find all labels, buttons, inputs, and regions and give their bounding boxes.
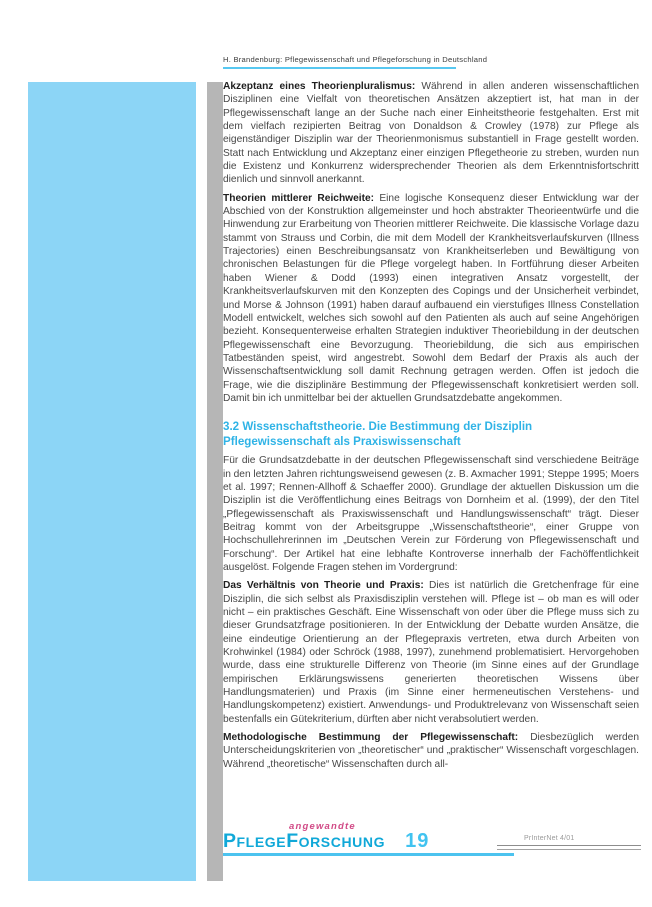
issue-double-rule — [497, 845, 641, 850]
logo-letter: F — [286, 830, 299, 852]
paragraph-theorien — [223, 192, 639, 406]
paragraph-verhaeltnis — [223, 579, 639, 726]
section-heading-3-2: 3.2 Wissenschaftstheorie. Die Bestimmung der Disziplin Pflegewissenschaft als Praxiswissenschaft — [223, 420, 533, 448]
issue-label: PrInterNet 4/01 — [524, 835, 575, 842]
paragraph-lead: Methodologische Bestimmung der Pflegewissenschaft: — [223, 732, 519, 744]
logo-text: ORSCHUNG — [298, 834, 386, 850]
article-body — [223, 80, 639, 771]
logo-text: FLEGE — [236, 834, 287, 850]
paragraph-methodologie — [223, 731, 639, 771]
paragraph-text: Während in allen anderen wissenschaftlichen Disziplinen eine Vielfalt von theoretischen Ansätzen akzeptiert ist, hat man in der Pflegewissenschaft lange an der Suche nach einer Einheitstheorie festgehalten. Erst mit dem vielfach rezipierten Beitrag von Donaldson & Crowley (1978) zur Pflege als eigenständiger Disziplin war der Theorienmonismus substantiell in Frage gestellt worden. Statt nach Entwicklung und Akzeptanz einer einzigen Pflegetheorie zu streben, wurden nun die Existenz und Konkurrenz widersprechender Theorien als dem Erkenntnisfortschritt dienlich und sinnvoll anerkannt. — [223, 81, 639, 186]
page-edge-shadow — [207, 82, 223, 881]
running-header: H. Brandenburg: Pflegewissenschaft und Pflegeforschung in Deutschland — [223, 55, 488, 64]
paragraph-lead: Akzeptanz eines Theorienpluralismus: — [223, 81, 416, 92]
brand-tagline: angewandte — [289, 821, 356, 832]
paragraph-text: Eine logische Konsequenz dieser Entwicklung war der Abschied von der Konstruktion allgemeinster und hoch abstrakter Theorieentwürfe und die Hinwendung zur Erarbeitung von Theorien mittlerer Reichweite. Die klassische Vorlage dazu stammt von Strauss und Corbin, die mit dem Modell der Krankheitsverlaufskurven (Illness Trajectories) einen Beschreibungsansatz von Krankheitserleben und Bewältigung von chronischen Belastungen für die Pflege vorgelegt haben. In Fortführung dieser Arbeiten haben Wiener & Dodd (1993) einen integrativen Ansatz vorgestellt, der Krankheitsverlaufskurven mit den Konzepten des Copings und der Unsicherheit verbindet, und Morse & Johnson (1991) haben darauf aufbauend ein vierstufiges Illness Constellation Modell entwickelt, welches sich sowohl auf den Patienten als auch auf seine Angehörigen bezieht. Konsequenterweise erhalten Strategien induktiver Theoriebildung in der deutschen Pflegewissenschaft eine Bevorzugung. Theoriebildung, die sich aus empirischen Tatbeständen speist, wird angestrebt. Sowohl dem Bedarf der Praxis als auch der Wissenschaftsentwicklung soll damit Rechnung getragen werden. Offen ist jedoch die Frage, wie die disziplinäre Bestimmung der Pflegewissenschaft konkretisiert werden soll. Damit bin ich unmittelbar bei der aktuellen Grundsatzdebatte angekommen. — [223, 192, 639, 404]
header-rule — [223, 67, 456, 69]
paragraph-text: Für die Grundsatzdebatte in der deutschen Pflegewissenschaft sind verschiedene Beiträge in den letzten Jahren richtungsweisend gewesen (z. B. Axmacher 1991; Steppe 1995; Moers et al. 1997; Rennen-Allhoff & Schaeffer 2000). Grundlage der aktuellen Diskussion um die Disziplin ist die Veröffentlichung eines Beitrags von Dornheim et al. (1999), der den Titel „Pflegewissenschaft als Praxiswissenschaft und Handlungswissenschaft“ trägt. Dieser Beitrag kommt von der Arbeitsgruppe „Wissenschaftstheorie“, einer Gruppe von Hochschullehrerinnen im „Deutschen Verein zur Förderung von Pflegewissenschaft und Forschung“. Der Artikel hat eine lebhafte Kontroverse innerhalb der Fachöffentlichkeit ausgelöst. Folgende Fragen stehen im Vordergrund: — [223, 455, 639, 573]
paragraph-lead: Theorien mittlerer Reichweite: — [223, 192, 375, 204]
article-column — [223, 55, 639, 776]
journal-logo — [223, 830, 429, 853]
page-number: 19 — [405, 830, 430, 852]
sidebar-color-bar — [28, 82, 196, 881]
paragraph-text: Dies ist natürlich die Gretchenfrage für eine Disziplin, die sich selbst als Praxisdisziplin verstehen will. Pflege ist – ob man es will oder nicht – ein praktisches Geschäft. Eine Wissenschaft von oder über die Pflege muss sich zu dieser Grundsatzfrage positionieren. In der Entwicklung der Debatte wurden Ansätze, die eine eindeutige Orientierung an der Pflegepraxis vertreten, etwa durch Arbeiten von Krohwinkel (1984) oder Schröck (1988, 1997), zunehmend problematisiert. Hervorgehoben wurde, dass eine strukturelle Differenz von Theorie (im Sinne eines auf der Grundlage empirischen Erklärungswissens generierten theoretischen Wissens über Handlungsmaterien) und Praxis (im Sinne einer hermeneutischen Verstehens- und Handlungskompetenz) existiert. Anwendungs- und Produktrelevanz von Wissenschaft seien bestenfalls ein Gütekriterium, dürften aber nicht verabsolutiert werden. — [223, 580, 639, 725]
paragraph-text: Diesbezüglich werden Unterscheidungskriterien von „theoretischer“ und „praktischer“ Wissenschaft vorgeschlagen. Während „theoretische“ Wissenschaften durch all- — [223, 732, 640, 770]
logo-letter: P — [223, 830, 237, 852]
paragraph-lead: Das Verhältnis von Theorie und Praxis: — [223, 580, 424, 592]
paragraph-grundsatzdebatte — [223, 454, 639, 574]
paragraph-akzeptanz — [223, 80, 639, 187]
page-footer — [223, 818, 640, 863]
footer-accent-rule — [223, 853, 514, 856]
